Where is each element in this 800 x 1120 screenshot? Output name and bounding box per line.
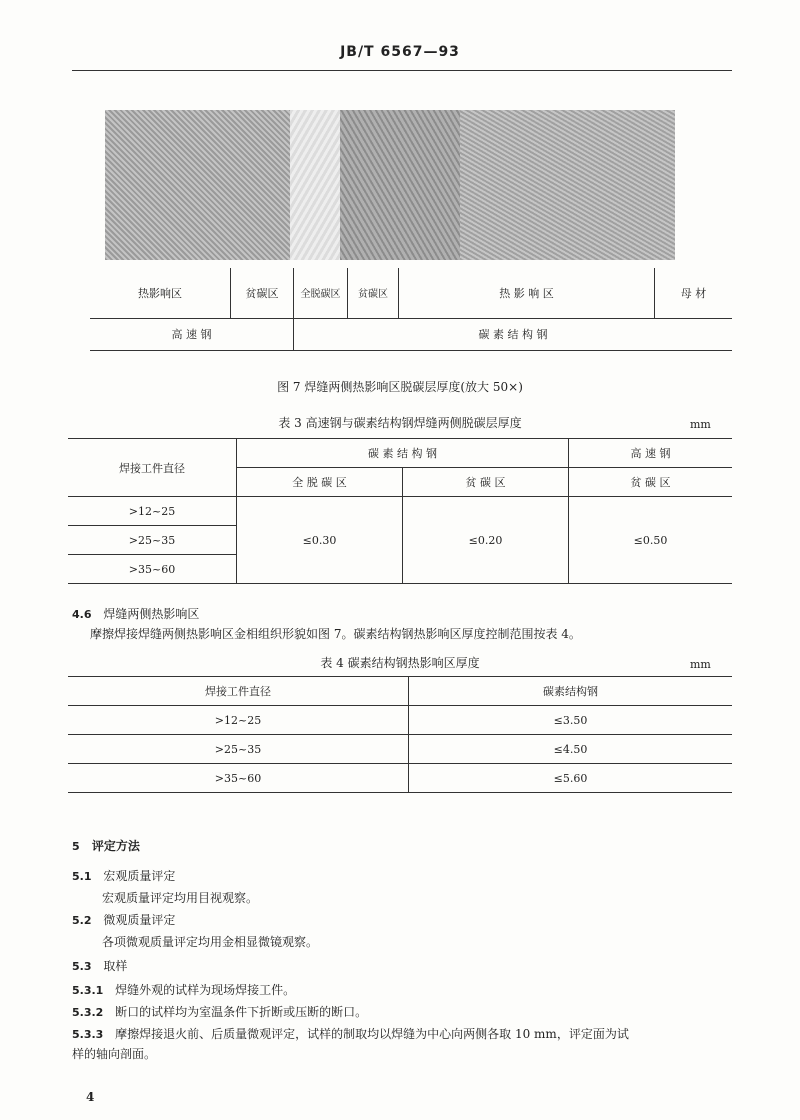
- table3-group-hss: 高 速 钢: [569, 439, 733, 468]
- section-5-3-1: [72, 982, 295, 999]
- table-cell: ≤3.50: [409, 706, 733, 735]
- section-5-1-body: 宏观质量评定均用目视观察。: [102, 891, 259, 905]
- figure7-labels: [90, 268, 732, 351]
- section-number: 5.3: [72, 960, 92, 973]
- micrograph-image: [105, 110, 675, 260]
- zone-label: 热影响区: [90, 268, 231, 318]
- table3-unit: mm: [690, 418, 711, 431]
- section-5-2-heading: [72, 912, 175, 929]
- material-label: 高 速 钢: [90, 318, 294, 350]
- table3-group-carbon: 碳 素 结 构 钢: [237, 439, 569, 468]
- section-5-3-3: [72, 1026, 742, 1043]
- table-row: [68, 764, 732, 793]
- section-title: 宏观质量评定: [103, 869, 176, 883]
- section-number: 5.3.1: [72, 984, 104, 997]
- table3-val-poor: ≤0.20: [403, 497, 569, 584]
- table-cell: >25~35: [68, 735, 409, 764]
- section-title: 焊缝两侧热影响区: [103, 607, 200, 621]
- table3-title: 表 3 高速钢与碳素结构钢焊缝两侧脱碳层厚度: [278, 416, 522, 430]
- table4: [68, 676, 732, 793]
- section-number: 5.3.2: [72, 1006, 104, 1019]
- section-text: 摩擦焊接退火前、后质量微观评定，试样的制取均以焊缝为中心向两侧各取 10 mm，评定面为试: [115, 1027, 629, 1041]
- table-row: [68, 706, 732, 735]
- section-number: 5.2: [72, 914, 92, 927]
- material-label: 碳 素 结 构 钢: [478, 328, 548, 341]
- table-cell: ≤5.60: [553, 771, 588, 785]
- section-5-3-2: [72, 1004, 367, 1021]
- table3-sub-poor: 贫 碳 区: [403, 468, 569, 497]
- section-number: 5: [72, 840, 80, 853]
- figure7-caption: 图 7 焊缝两侧热影响区脱碳层厚度(放大 50×): [277, 380, 523, 394]
- table3: [68, 438, 732, 584]
- table-cell: >35~60: [68, 555, 237, 584]
- table-cell: >35~60: [68, 764, 409, 793]
- table3-val-hss: ≤0.50: [633, 533, 668, 547]
- section-text: 焊缝外观的试样为现场焊接工件。: [115, 983, 296, 997]
- section-title: 微观质量评定: [103, 913, 176, 927]
- zone-label: 贫碳区: [231, 268, 294, 318]
- table4-title: 表 4 碳素结构钢热影响区厚度: [320, 656, 480, 670]
- table3-sub-hss-poor: 贫 碳 区: [569, 468, 733, 497]
- section-number: 4.6: [72, 608, 92, 621]
- section-4-6-heading: [72, 606, 199, 623]
- table-cell: >12~25: [68, 706, 409, 735]
- section-4-6-body: 摩擦焊接焊缝两侧热影响区金相组织形貌如图 7。碳素结构钢热影响区厚度控制范围按表 4。: [90, 627, 581, 641]
- zone-label: 全脱碳区: [294, 268, 348, 318]
- table3-sub-full: 全 脱 碳 区: [237, 468, 403, 497]
- section-number: 5.1: [72, 870, 92, 883]
- table4-col1: 焊接工件直径: [68, 677, 409, 706]
- zone-label: 贫碳区: [348, 268, 399, 318]
- table4-unit: mm: [690, 658, 711, 671]
- table3-col-diameter: 焊接工件直径: [68, 439, 237, 497]
- table-row: [68, 735, 732, 764]
- section-5-2-body: 各项微观质量评定均用金相显微镜观察。: [102, 935, 319, 949]
- table4-col2: 碳素结构钢: [409, 677, 733, 706]
- section-number: 5.3.3: [72, 1028, 104, 1041]
- section-text: 断口的试样均为室温条件下折断或压断的断口。: [115, 1005, 368, 1019]
- table-cell: ≤4.50: [409, 735, 733, 764]
- section-5-3-3-cont: 样的轴向剖面。: [72, 1047, 157, 1061]
- zone-label: 热 影 响 区: [399, 268, 655, 318]
- section-title: 取样: [103, 959, 128, 973]
- section-5-1-heading: [72, 868, 175, 885]
- table-cell: >25~35: [68, 526, 237, 555]
- section-title: 评定方法: [91, 839, 140, 853]
- table3-val-full: ≤0.30: [237, 497, 403, 584]
- zone-label: 母 材: [680, 286, 707, 300]
- header-rule: [72, 70, 732, 71]
- document-header: JB/T 6567—93: [340, 44, 460, 60]
- page-number: 4: [86, 1090, 95, 1104]
- section-5-3-heading: [72, 958, 127, 975]
- table-cell: >12~25: [68, 497, 237, 526]
- section-5-heading: [72, 838, 140, 855]
